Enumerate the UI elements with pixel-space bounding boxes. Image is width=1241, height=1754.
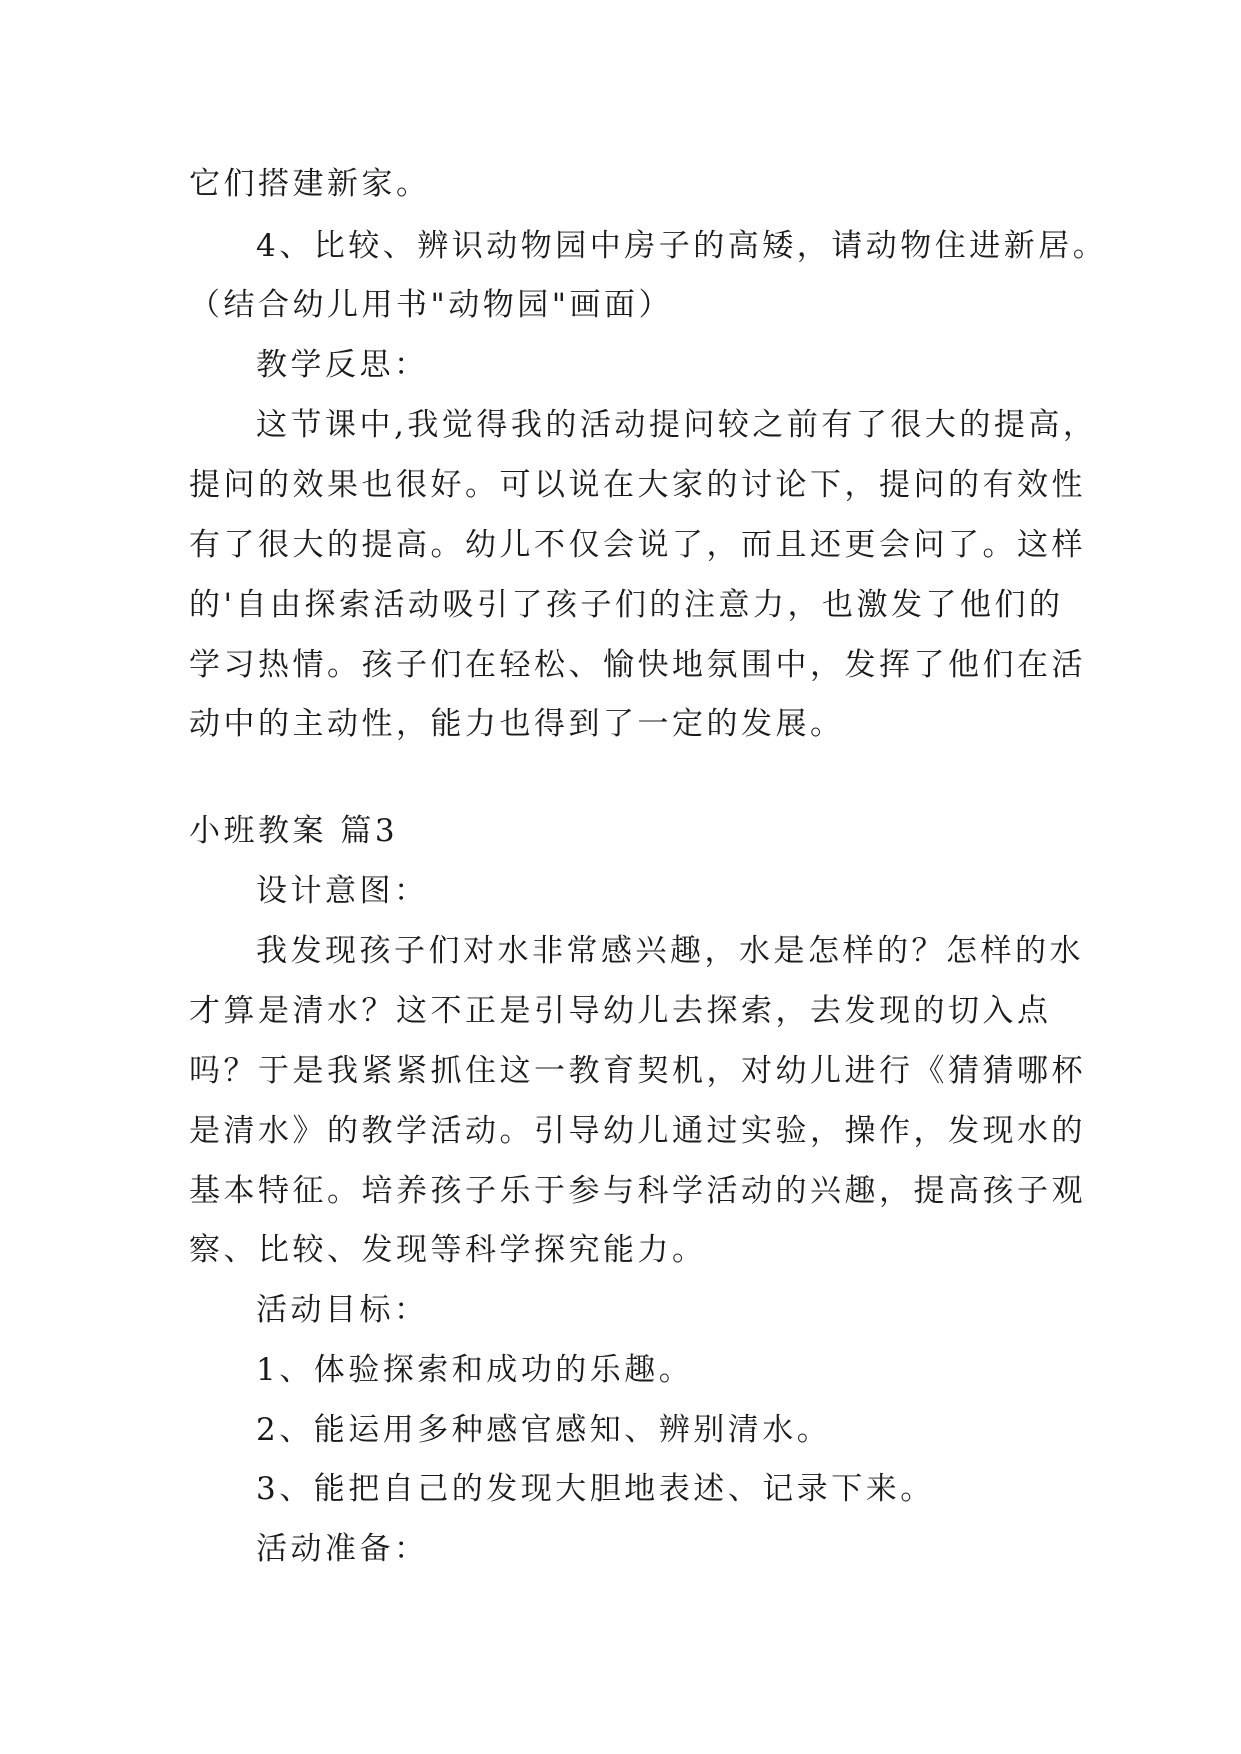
paragraph-line: 吗？于是我紧紧抓住这一教育契机，对幼儿进行《猜猜哪杯 bbox=[189, 1053, 1086, 1089]
section-label-preparation: 活动准备： bbox=[256, 1531, 429, 1567]
paragraph-line: 这节课中,我觉得我的活动提问较之前有了很大的提高， bbox=[256, 407, 1098, 443]
paragraph-line: 有了很大的提高。幼儿不仅会说了，而且还更会问了。这样 bbox=[189, 527, 1086, 563]
paragraph-line: 学习热情。孩子们在轻松、愉快地氛围中，发挥了他们在活 bbox=[189, 647, 1086, 683]
paragraph-line: 我发现孩子们对水非常感兴趣，水是怎样的？怎样的水 bbox=[256, 933, 1084, 969]
section-heading: 小班教案 篇3 bbox=[189, 813, 399, 849]
list-item-3: 3、能把自己的发现大胆地表述、记录下来。 bbox=[256, 1471, 935, 1507]
paragraph-line: 察、比较、发现等科学探究能力。 bbox=[189, 1232, 707, 1268]
section-label-goals: 活动目标： bbox=[256, 1292, 429, 1328]
paragraph-line: 动中的主动性，能力也得到了一定的发展。 bbox=[189, 706, 845, 742]
section-label-reflection: 教学反思： bbox=[256, 347, 429, 383]
list-item-1: 1、体验探索和成功的乐趣。 bbox=[256, 1352, 694, 1388]
section-label-design-intent: 设计意图： bbox=[256, 873, 429, 909]
paragraph-line: 才算是清水？这不正是引导幼儿去探索，去发现的切入点 bbox=[189, 993, 1052, 1029]
list-item-2: 2、能运用多种感官感知、辨别清水。 bbox=[256, 1412, 832, 1448]
paragraph-line-continuation: 它们搭建新家。 bbox=[189, 166, 431, 202]
paragraph-line: 是清水》的教学活动。引导幼儿通过实验，操作，发现水的 bbox=[189, 1113, 1086, 1149]
paragraph-line-note: （结合幼儿用书"动物园"画面） bbox=[189, 287, 674, 323]
paragraph-line: 的'自由探索活动吸引了孩子们的注意力，也激发了他们的 bbox=[189, 587, 1064, 623]
list-item-4: 4、比较、辨识动物园中房子的高矮，请动物住进新居。 bbox=[256, 228, 1108, 264]
paragraph-line: 提问的效果也很好。可以说在大家的讨论下，提问的有效性 bbox=[189, 467, 1086, 503]
paragraph-line: 基本特征。培养孩子乐于参与科学活动的兴趣，提高孩子观 bbox=[189, 1173, 1086, 1209]
